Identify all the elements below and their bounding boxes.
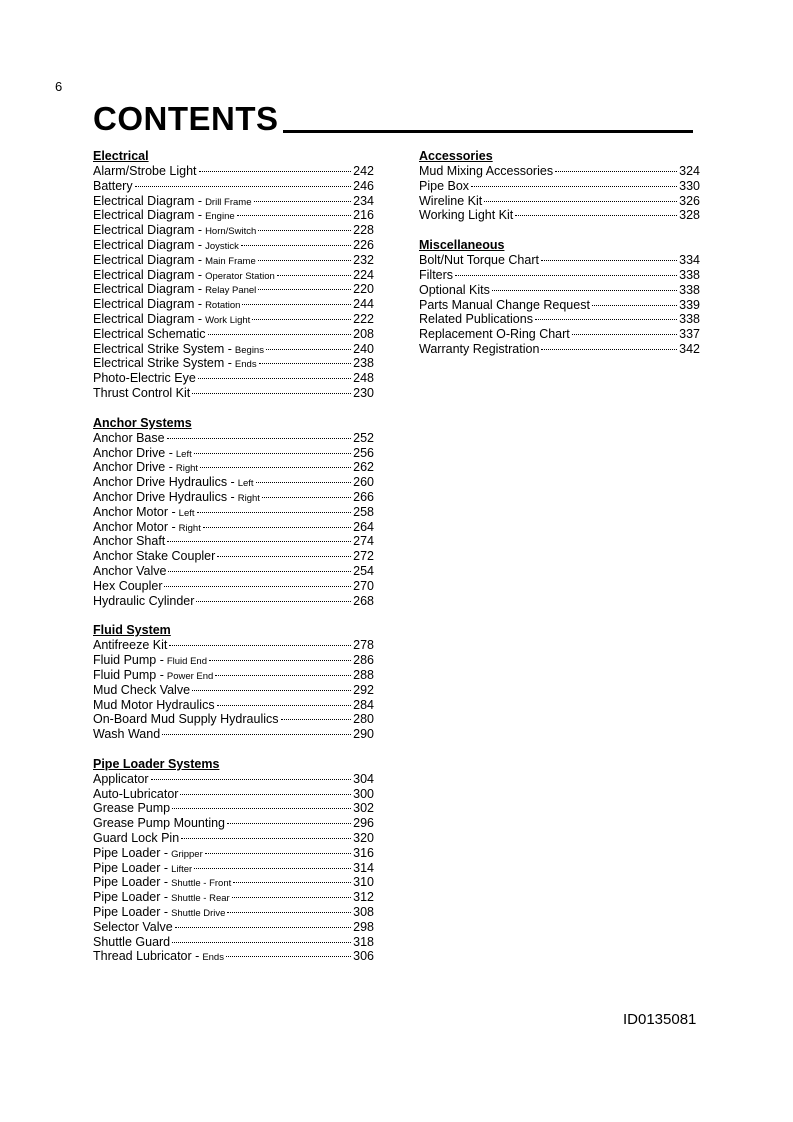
- toc-entry-page: 272: [353, 549, 374, 564]
- toc-entry-page: 284: [353, 697, 374, 712]
- toc-entry[interactable]: [93, 342, 374, 357]
- toc-entry[interactable]: [93, 208, 374, 223]
- toc-entry[interactable]: [93, 164, 374, 179]
- toc-entry-page: 260: [353, 475, 374, 490]
- document-id: ID0135081: [623, 1011, 697, 1028]
- toc-entry-title: On-Board Mud Supply Hydraulics: [93, 712, 279, 727]
- toc-entry-page: 314: [353, 860, 374, 875]
- toc-entry-page: 254: [353, 563, 374, 578]
- toc-section-miscellaneous: [419, 238, 700, 357]
- toc-entry[interactable]: [93, 356, 374, 371]
- toc-entry-page: 316: [353, 845, 374, 860]
- dot-leader: [151, 779, 352, 780]
- toc-entry-page: 228: [353, 223, 374, 238]
- toc-entry-page: 326: [679, 193, 700, 208]
- toc-entry-title: Electrical Strike System -: [93, 356, 232, 371]
- toc-entry[interactable]: [93, 431, 374, 446]
- dot-leader: [180, 794, 351, 795]
- toc-entry-subtitle: Gripper: [171, 848, 203, 860]
- toc-entry[interactable]: [93, 653, 374, 668]
- dot-leader: [277, 275, 351, 276]
- section-heading: Pipe Loader Systems: [93, 756, 220, 771]
- dot-leader: [209, 660, 351, 661]
- toc-entry-page: 312: [353, 890, 374, 905]
- dot-leader: [252, 319, 351, 320]
- section-heading: Miscellaneous: [419, 238, 505, 253]
- toc-section-electrical: [93, 149, 374, 401]
- toc-entry-title: Anchor Base: [93, 430, 165, 445]
- dot-leader: [194, 453, 351, 454]
- toc-entry[interactable]: [93, 846, 374, 861]
- dot-leader: [592, 305, 677, 306]
- toc-entry-subtitle: Drill Frame: [205, 196, 252, 208]
- dot-leader: [196, 601, 351, 602]
- toc-entry-title: Photo-Electric Eye: [93, 371, 196, 386]
- toc-entry-subtitle: Operator Station: [205, 270, 275, 282]
- toc-entry-page: 338: [679, 282, 700, 297]
- toc-entry-page: 222: [353, 311, 374, 326]
- toc-entry-page: 338: [679, 312, 700, 327]
- dot-leader: [175, 927, 351, 928]
- toc-entry-title: Electrical Diagram -: [93, 267, 203, 282]
- toc-entry-title: Hex Coupler: [93, 578, 163, 593]
- toc-entry-title: Electrical Diagram -: [93, 237, 203, 252]
- toc-entry-page: 258: [353, 504, 374, 519]
- section-heading: Electrical: [93, 149, 149, 163]
- dot-leader: [241, 245, 351, 246]
- toc-entry-title: Mud Mixing Accessories: [419, 164, 554, 178]
- toc-entry[interactable]: [93, 505, 374, 520]
- section-heading: Accessories: [419, 149, 493, 163]
- toc-entry-subtitle: Relay Panel: [205, 285, 257, 297]
- toc-entry-subtitle: Shuttle - Front: [171, 878, 232, 890]
- dot-leader: [259, 363, 352, 364]
- toc-entry[interactable]: [93, 520, 374, 535]
- toc-entry-title: Electrical Schematic: [93, 326, 206, 341]
- toc-entry[interactable]: [419, 327, 700, 342]
- toc-entry-title: Selector Valve: [93, 919, 173, 934]
- dot-leader: [203, 527, 351, 528]
- toc-entry[interactable]: [419, 283, 700, 298]
- toc-entry-title: Hydraulic Cylinder: [93, 593, 195, 608]
- toc-entry-title: Applicator: [93, 771, 149, 786]
- dot-leader: [258, 230, 351, 231]
- toc-entry-title: Working Light Kit: [419, 208, 514, 223]
- toc-entry[interactable]: [93, 638, 374, 653]
- toc-entry-title: Wireline Kit: [419, 193, 483, 208]
- toc-entry-title: Pipe Loader -: [93, 860, 169, 875]
- toc-entry-title: Anchor Drive -: [93, 445, 173, 460]
- toc-entry-page: 224: [353, 267, 374, 282]
- toc-entry-title: Alarm/Strobe Light: [93, 164, 197, 178]
- toc-entry-page: 304: [353, 771, 374, 786]
- toc-entry-page: 334: [679, 253, 700, 268]
- dot-leader: [167, 541, 351, 542]
- toc-entry-title: Pipe Loader -: [93, 845, 169, 860]
- toc-entry-title: Related Publications: [419, 312, 533, 327]
- toc-entry-title: Electrical Strike System -: [93, 341, 232, 356]
- toc-section-accessories: [419, 149, 700, 223]
- dot-leader: [232, 897, 351, 898]
- dot-leader: [242, 304, 351, 305]
- toc-entry[interactable]: [93, 727, 374, 742]
- toc-entry-title: Auto-Lubricator: [93, 786, 179, 801]
- toc-entry-title: Anchor Drive -: [93, 460, 173, 475]
- toc-entry-title: Parts Manual Change Request: [419, 297, 590, 312]
- toc-entry-subtitle: Left: [178, 507, 195, 519]
- toc-entry-title: Pipe Loader -: [93, 875, 169, 890]
- dot-leader: [541, 349, 677, 350]
- toc-entry[interactable]: [93, 534, 374, 549]
- toc-entry-page: 274: [353, 534, 374, 549]
- dot-leader: [266, 349, 351, 350]
- dot-leader: [227, 912, 351, 913]
- page-number: 6: [55, 79, 63, 94]
- dot-leader: [281, 719, 352, 720]
- toc-entry-title: Anchor Stake Coupler: [93, 549, 216, 564]
- dot-leader: [172, 942, 351, 943]
- toc-entry-page: 270: [353, 578, 374, 593]
- toc-entry-title: Pipe Loader -: [93, 905, 169, 920]
- toc-entry-subtitle: Lifter: [171, 863, 193, 875]
- toc-entry-title: Electrical Diagram -: [93, 223, 203, 238]
- toc-entry-page: 216: [353, 208, 374, 223]
- toc-entry-subtitle: Right: [178, 522, 201, 534]
- toc-entry-page: 330: [679, 178, 700, 193]
- toc-entry-title: Electrical Diagram -: [93, 282, 203, 297]
- toc-entry[interactable]: [93, 905, 374, 920]
- toc-entry-subtitle: Fluid End: [166, 656, 207, 668]
- toc-entry-title: Grease Pump: [93, 801, 171, 816]
- toc-entry[interactable]: [93, 490, 374, 505]
- toc-section-pipe-loader-systems: [93, 757, 374, 964]
- toc-entry-page: 208: [353, 326, 374, 341]
- toc-entry-title: Electrical Diagram -: [93, 252, 203, 267]
- toc-entry-page: 238: [353, 356, 374, 371]
- toc-entry-page: 244: [353, 297, 374, 312]
- toc-entry[interactable]: [419, 164, 700, 179]
- toc-entry-subtitle: Ends: [202, 952, 224, 964]
- toc-entry[interactable]: [93, 312, 374, 327]
- toc-entry-page: 266: [353, 489, 374, 504]
- toc-entry[interactable]: [93, 920, 374, 935]
- toc-entry-title: Electrical Diagram -: [93, 311, 203, 326]
- toc-entry-subtitle: Right: [175, 463, 199, 475]
- toc-entry-subtitle: Left: [175, 448, 192, 460]
- toc-entry-subtitle: Ends: [234, 359, 257, 371]
- toc-entry[interactable]: [93, 253, 374, 268]
- toc-entry[interactable]: [93, 787, 374, 802]
- toc-entry[interactable]: [93, 935, 374, 950]
- dot-leader: [262, 497, 351, 498]
- toc-entry-page: 230: [353, 385, 374, 400]
- toc-entry-title: Guard Lock Pin: [93, 831, 180, 846]
- toc-entry[interactable]: [93, 816, 374, 831]
- toc-entry[interactable]: [93, 238, 374, 253]
- toc-entry[interactable]: [93, 772, 374, 787]
- toc-entry-page: 234: [353, 193, 374, 208]
- toc-entry[interactable]: [419, 298, 700, 313]
- toc-entry-subtitle: Joystick: [205, 240, 239, 252]
- dot-leader: [217, 556, 351, 557]
- toc-entry-subtitle: Work Light: [205, 314, 251, 326]
- toc-entry-subtitle: Begins: [234, 344, 264, 356]
- toc-entry[interactable]: [93, 460, 374, 475]
- toc-entry[interactable]: [93, 194, 374, 209]
- toc-entry-title: Warranty Registration: [419, 341, 540, 356]
- toc-entry-page: 339: [679, 297, 700, 312]
- dot-leader: [258, 289, 351, 290]
- toc-entry[interactable]: [419, 253, 700, 268]
- toc-entry[interactable]: [419, 179, 700, 194]
- toc-entry[interactable]: [93, 801, 374, 816]
- dot-leader: [555, 171, 677, 172]
- dot-leader: [135, 186, 352, 187]
- toc-entry[interactable]: [419, 194, 700, 209]
- toc-entry-title: Thrust Control Kit: [93, 385, 191, 400]
- toc-entry-page: 338: [679, 267, 700, 282]
- dot-leader: [192, 393, 351, 394]
- toc-entry-title: Grease Pump Mounting: [93, 816, 226, 831]
- toc-entry-page: 256: [353, 445, 374, 460]
- dot-leader: [172, 808, 351, 809]
- toc-entry-title: Fluid Pump -: [93, 653, 164, 668]
- dot-leader: [572, 334, 677, 335]
- page-title: [93, 95, 693, 135]
- toc-entry[interactable]: [93, 831, 374, 846]
- toc-entry-page: 342: [679, 341, 700, 356]
- toc-entry-page: 320: [353, 831, 374, 846]
- dot-leader: [168, 571, 351, 572]
- toc-entry-title: Antifreeze Kit: [93, 638, 168, 653]
- toc-entry-page: 252: [353, 430, 374, 445]
- toc-entry-title: Pipe Loader -: [93, 890, 169, 905]
- toc-entry-title: Anchor Drive Hydraulics -: [93, 475, 235, 490]
- dot-leader: [541, 260, 677, 261]
- toc-entry-title: Mud Check Valve: [93, 682, 191, 697]
- toc-entry-title: Anchor Valve: [93, 563, 167, 578]
- toc-entry[interactable]: [93, 579, 374, 594]
- dot-leader: [484, 201, 677, 202]
- toc-entry-title: Electrical Diagram -: [93, 193, 203, 208]
- toc-entry[interactable]: [93, 683, 374, 698]
- toc-entry[interactable]: [419, 342, 700, 357]
- dot-leader: [197, 512, 352, 513]
- toc-entry-subtitle: Shuttle Drive: [171, 908, 226, 920]
- title-underline-rule: [283, 130, 694, 133]
- toc-entry-page: 300: [353, 786, 374, 801]
- toc-entry-title: Pipe Box: [419, 178, 470, 193]
- dot-leader: [217, 705, 352, 706]
- dot-leader: [194, 868, 351, 869]
- toc-entry-page: 262: [353, 460, 374, 475]
- toc-entry-page: 280: [353, 712, 374, 727]
- toc-entry-title: Replacement O-Ring Chart: [419, 327, 570, 342]
- dot-leader: [200, 467, 351, 468]
- toc-entry-page: 220: [353, 282, 374, 297]
- toc-entry[interactable]: [93, 297, 374, 312]
- toc-entry-title: Bolt/Nut Torque Chart: [419, 253, 539, 268]
- toc-entry[interactable]: [93, 282, 374, 297]
- toc-entry[interactable]: [93, 668, 374, 683]
- dot-leader: [215, 675, 351, 676]
- toc-entry-page: 268: [353, 593, 374, 608]
- toc-entry-page: 278: [353, 638, 374, 653]
- dot-leader: [471, 186, 677, 187]
- toc-entry-page: 292: [353, 682, 374, 697]
- dot-leader: [227, 823, 351, 824]
- dot-leader: [192, 690, 351, 691]
- toc-entry-subtitle: Right: [237, 492, 260, 504]
- dot-leader: [256, 482, 352, 483]
- toc-entry[interactable]: [93, 564, 374, 579]
- toc-entry-page: 296: [353, 816, 374, 831]
- dot-leader: [535, 319, 677, 320]
- dot-leader: [233, 882, 351, 883]
- toc-entry-page: 306: [353, 949, 374, 964]
- toc-entry[interactable]: [93, 875, 374, 890]
- toc-entry[interactable]: [419, 208, 700, 223]
- toc-entry-title: Fluid Pump -: [93, 667, 164, 682]
- toc-entry-page: 328: [679, 208, 700, 223]
- toc-entry[interactable]: [93, 712, 374, 727]
- dot-leader: [199, 171, 352, 172]
- toc-entry-subtitle: Main Frame: [205, 255, 256, 267]
- toc-entry[interactable]: [93, 268, 374, 283]
- toc-entry-page: 242: [353, 164, 374, 178]
- toc-entry-title: Mud Motor Hydraulics: [93, 697, 215, 712]
- toc-entry-subtitle: Shuttle - Rear: [171, 893, 230, 905]
- toc-entry-title: Electrical Diagram -: [93, 297, 203, 312]
- toc-entry-subtitle: Horn/Switch: [205, 226, 257, 238]
- toc-entry-page: 226: [353, 237, 374, 252]
- dot-leader: [258, 260, 351, 261]
- dot-leader: [205, 853, 351, 854]
- toc-entry[interactable]: [93, 949, 374, 964]
- dot-leader: [198, 378, 351, 379]
- toc-entry-title: Battery: [93, 178, 133, 193]
- toc-entry-title: Wash Wand: [93, 727, 161, 742]
- toc-entry[interactable]: [419, 268, 700, 283]
- toc-entry[interactable]: [93, 446, 374, 461]
- toc-entry-page: 288: [353, 667, 374, 682]
- toc-entry-title: Anchor Motor -: [93, 504, 176, 519]
- toc-entry-page: 232: [353, 252, 374, 267]
- toc-entry-title: Anchor Motor -: [93, 519, 176, 534]
- toc-entry-page: 264: [353, 519, 374, 534]
- dot-leader: [237, 215, 351, 216]
- dot-leader: [181, 838, 351, 839]
- toc-entry-page: 318: [353, 934, 374, 949]
- toc-entry-title: Anchor Shaft: [93, 534, 166, 549]
- toc-entry[interactable]: [93, 890, 374, 905]
- toc-entry-subtitle: Engine: [205, 211, 235, 223]
- toc-entry[interactable]: [93, 386, 374, 401]
- toc-entry-page: 324: [679, 164, 700, 178]
- toc-entry[interactable]: [93, 327, 374, 342]
- toc-entry-title: Electrical Diagram -: [93, 208, 203, 223]
- toc-entry[interactable]: [419, 312, 700, 327]
- toc-entry-page: 290: [353, 727, 374, 742]
- toc-entry-page: 240: [353, 341, 374, 356]
- toc-entry[interactable]: [93, 549, 374, 564]
- toc-entry-title: Shuttle Guard: [93, 934, 171, 949]
- dot-leader: [164, 586, 351, 587]
- toc-right-column: [419, 149, 700, 372]
- toc-entry-page: 337: [679, 327, 700, 342]
- toc-entry-page: 246: [353, 178, 374, 193]
- dot-leader: [208, 334, 352, 335]
- toc-entry[interactable]: [93, 698, 374, 713]
- toc-entry-subtitle: Power End: [166, 670, 214, 682]
- toc-left-column: [93, 149, 374, 979]
- dot-leader: [167, 438, 352, 439]
- section-heading: Anchor Systems: [93, 415, 192, 430]
- toc-entry-title: Filters: [419, 267, 454, 282]
- toc-entry-subtitle: Rotation: [205, 300, 241, 312]
- toc-entry[interactable]: [93, 223, 374, 238]
- toc-entry[interactable]: [93, 371, 374, 386]
- toc-entry[interactable]: [93, 475, 374, 490]
- toc-section-fluid-system: [93, 623, 374, 742]
- dot-leader: [455, 275, 677, 276]
- toc-entry-page: 248: [353, 371, 374, 386]
- section-heading: Fluid System: [93, 623, 171, 638]
- toc-entry-title: Thread Lubricator -: [93, 949, 200, 964]
- toc-section-anchor-systems: [93, 416, 374, 609]
- toc-entry-title: Anchor Drive Hydraulics -: [93, 489, 235, 504]
- title-text: CONTENTS: [93, 100, 279, 137]
- toc-entry-page: 286: [353, 653, 374, 668]
- toc-entry[interactable]: [93, 594, 374, 609]
- dot-leader: [492, 290, 677, 291]
- dot-leader: [226, 956, 351, 957]
- toc-entry-page: 310: [353, 875, 374, 890]
- toc-entry-page: 302: [353, 801, 374, 816]
- dot-leader: [169, 645, 351, 646]
- dot-leader: [515, 215, 677, 216]
- toc-entry-page: 308: [353, 905, 374, 920]
- dot-leader: [162, 734, 351, 735]
- dot-leader: [254, 201, 352, 202]
- toc-entry-page: 298: [353, 919, 374, 934]
- toc-entry-title: Optional Kits: [419, 282, 490, 297]
- toc-entry[interactable]: [93, 861, 374, 876]
- toc-entry[interactable]: [93, 179, 374, 194]
- toc-entry-subtitle: Left: [237, 478, 254, 490]
